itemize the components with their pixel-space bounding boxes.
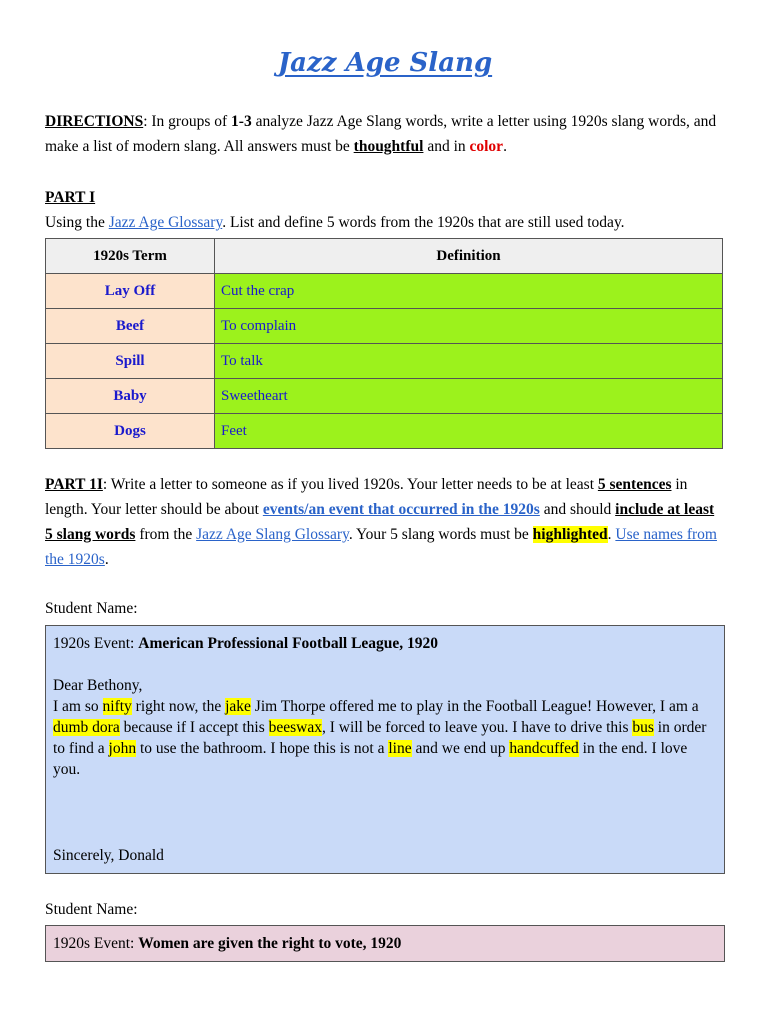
blank-line <box>53 654 717 675</box>
part2-instructions <box>45 472 725 572</box>
jazz-age-slang-glossary-link[interactable]: Jazz Age Slang Glossary <box>196 526 349 543</box>
slang-word: john <box>108 740 137 757</box>
directions-label: DIRECTIONS <box>45 113 144 130</box>
letter-text: I am so <box>53 698 103 715</box>
part2-text: . <box>607 526 616 543</box>
part2-text: . <box>104 551 109 568</box>
letter-closing: Sincerely, Donald <box>53 847 164 864</box>
event-label: 1920s Event: <box>53 635 139 652</box>
part2-text: from the <box>135 526 197 543</box>
letter-text: because if I accept this <box>119 719 269 736</box>
slang-word: line <box>388 740 412 757</box>
color-word: color <box>469 138 504 155</box>
directions-text: . <box>503 138 507 155</box>
part1-text: . List and define 5 words from the 1920s that are still used today. <box>222 214 625 231</box>
directions-paragraph <box>45 109 725 159</box>
letter-body <box>53 696 717 780</box>
event-title: American Professional Football League, 1920 <box>138 635 439 652</box>
definition-cell[interactable]: Sweetheart <box>215 379 723 414</box>
part2-text: and should <box>539 501 616 518</box>
jazz-age-glossary-link[interactable]: Jazz Age Glossary <box>108 214 223 231</box>
column-header-term: 1920s Term <box>46 239 215 274</box>
student-name-label: Student Name: <box>45 901 138 918</box>
group-size: 1-3 <box>231 113 252 130</box>
directions-text: : In groups of <box>143 113 232 130</box>
names-1920s-link[interactable]: Use names from the 1920s <box>45 526 717 568</box>
part2-heading: PART 1I <box>45 476 103 493</box>
slang-requirement: include at least 5 slang words <box>45 501 715 543</box>
student-name-label: Student Name: <box>45 600 138 617</box>
letter-text: and we end up <box>411 740 510 757</box>
definition-cell[interactable]: Cut the crap <box>215 274 723 309</box>
definition-cell[interactable]: To complain <box>215 309 723 344</box>
part1-heading: PART I <box>45 189 96 206</box>
part2-text: . Your 5 slang words must be <box>348 526 533 543</box>
table-row <box>46 344 723 379</box>
letter-text: to use the bathroom. I hope this is not a <box>136 740 389 757</box>
part1-section <box>45 185 725 235</box>
table-header-row <box>46 239 723 274</box>
event-line <box>53 633 717 654</box>
letter-text: Jim Thorpe offered me to play in the Football League! However, I am a <box>250 698 699 715</box>
slang-word: handcuffed <box>509 740 579 757</box>
slang-word: dumb dora <box>53 719 120 736</box>
event-title: Women are given the right to vote, 1920 <box>138 935 402 952</box>
highlighted-word: highlighted <box>532 526 608 543</box>
part2-text: in length. Your letter should be about <box>45 476 688 518</box>
table-row <box>46 379 723 414</box>
directions-text: analyze Jazz Age Slang words, write a letter using 1920s slang words, and make a list of modern slang. All answers must be <box>45 113 717 155</box>
letter-greeting: Dear Bethony, <box>53 677 143 694</box>
term-cell[interactable]: Beef <box>46 309 215 344</box>
table-row <box>46 274 723 309</box>
table-row <box>46 414 723 449</box>
directions-text: and in <box>423 138 470 155</box>
slang-terms-table <box>45 238 723 449</box>
slang-word: beeswax <box>268 719 323 736</box>
letter-text: right now, the <box>131 698 226 715</box>
thoughtful-word: thoughtful <box>353 138 424 155</box>
event-label: 1920s Event: <box>53 935 139 952</box>
page-title: Jazz Age Slang <box>277 48 493 78</box>
letter-text: in order to find a <box>53 719 707 757</box>
events-link[interactable]: events/an event that occurred in the 1920s <box>262 501 540 518</box>
column-header-definition: Definition <box>215 239 723 274</box>
term-cell[interactable]: Lay Off <box>46 274 215 309</box>
term-cell[interactable]: Spill <box>46 344 215 379</box>
table-row <box>46 309 723 344</box>
slang-word: jake <box>225 698 251 715</box>
slang-word: bus <box>632 719 654 736</box>
part2-text: : Write a letter to someone as if you lived 1920s. Your letter needs to be at least <box>102 476 598 493</box>
definition-cell[interactable]: To talk <box>215 344 723 379</box>
slang-word: nifty <box>102 698 132 715</box>
term-cell[interactable]: Baby <box>46 379 215 414</box>
definition-cell[interactable]: Feet <box>215 414 723 449</box>
letter-box-2[interactable] <box>45 925 725 962</box>
letter-text: in the end. I love you. <box>53 740 688 778</box>
part1-instructions <box>45 210 725 235</box>
letter-box-1[interactable] <box>45 625 725 874</box>
sentence-count: 5 sentences <box>597 476 672 493</box>
term-cell[interactable]: Dogs <box>46 414 215 449</box>
part1-text: Using the <box>45 214 109 231</box>
letter-text: , I will be forced to leave you. I have to drive this <box>322 719 633 736</box>
